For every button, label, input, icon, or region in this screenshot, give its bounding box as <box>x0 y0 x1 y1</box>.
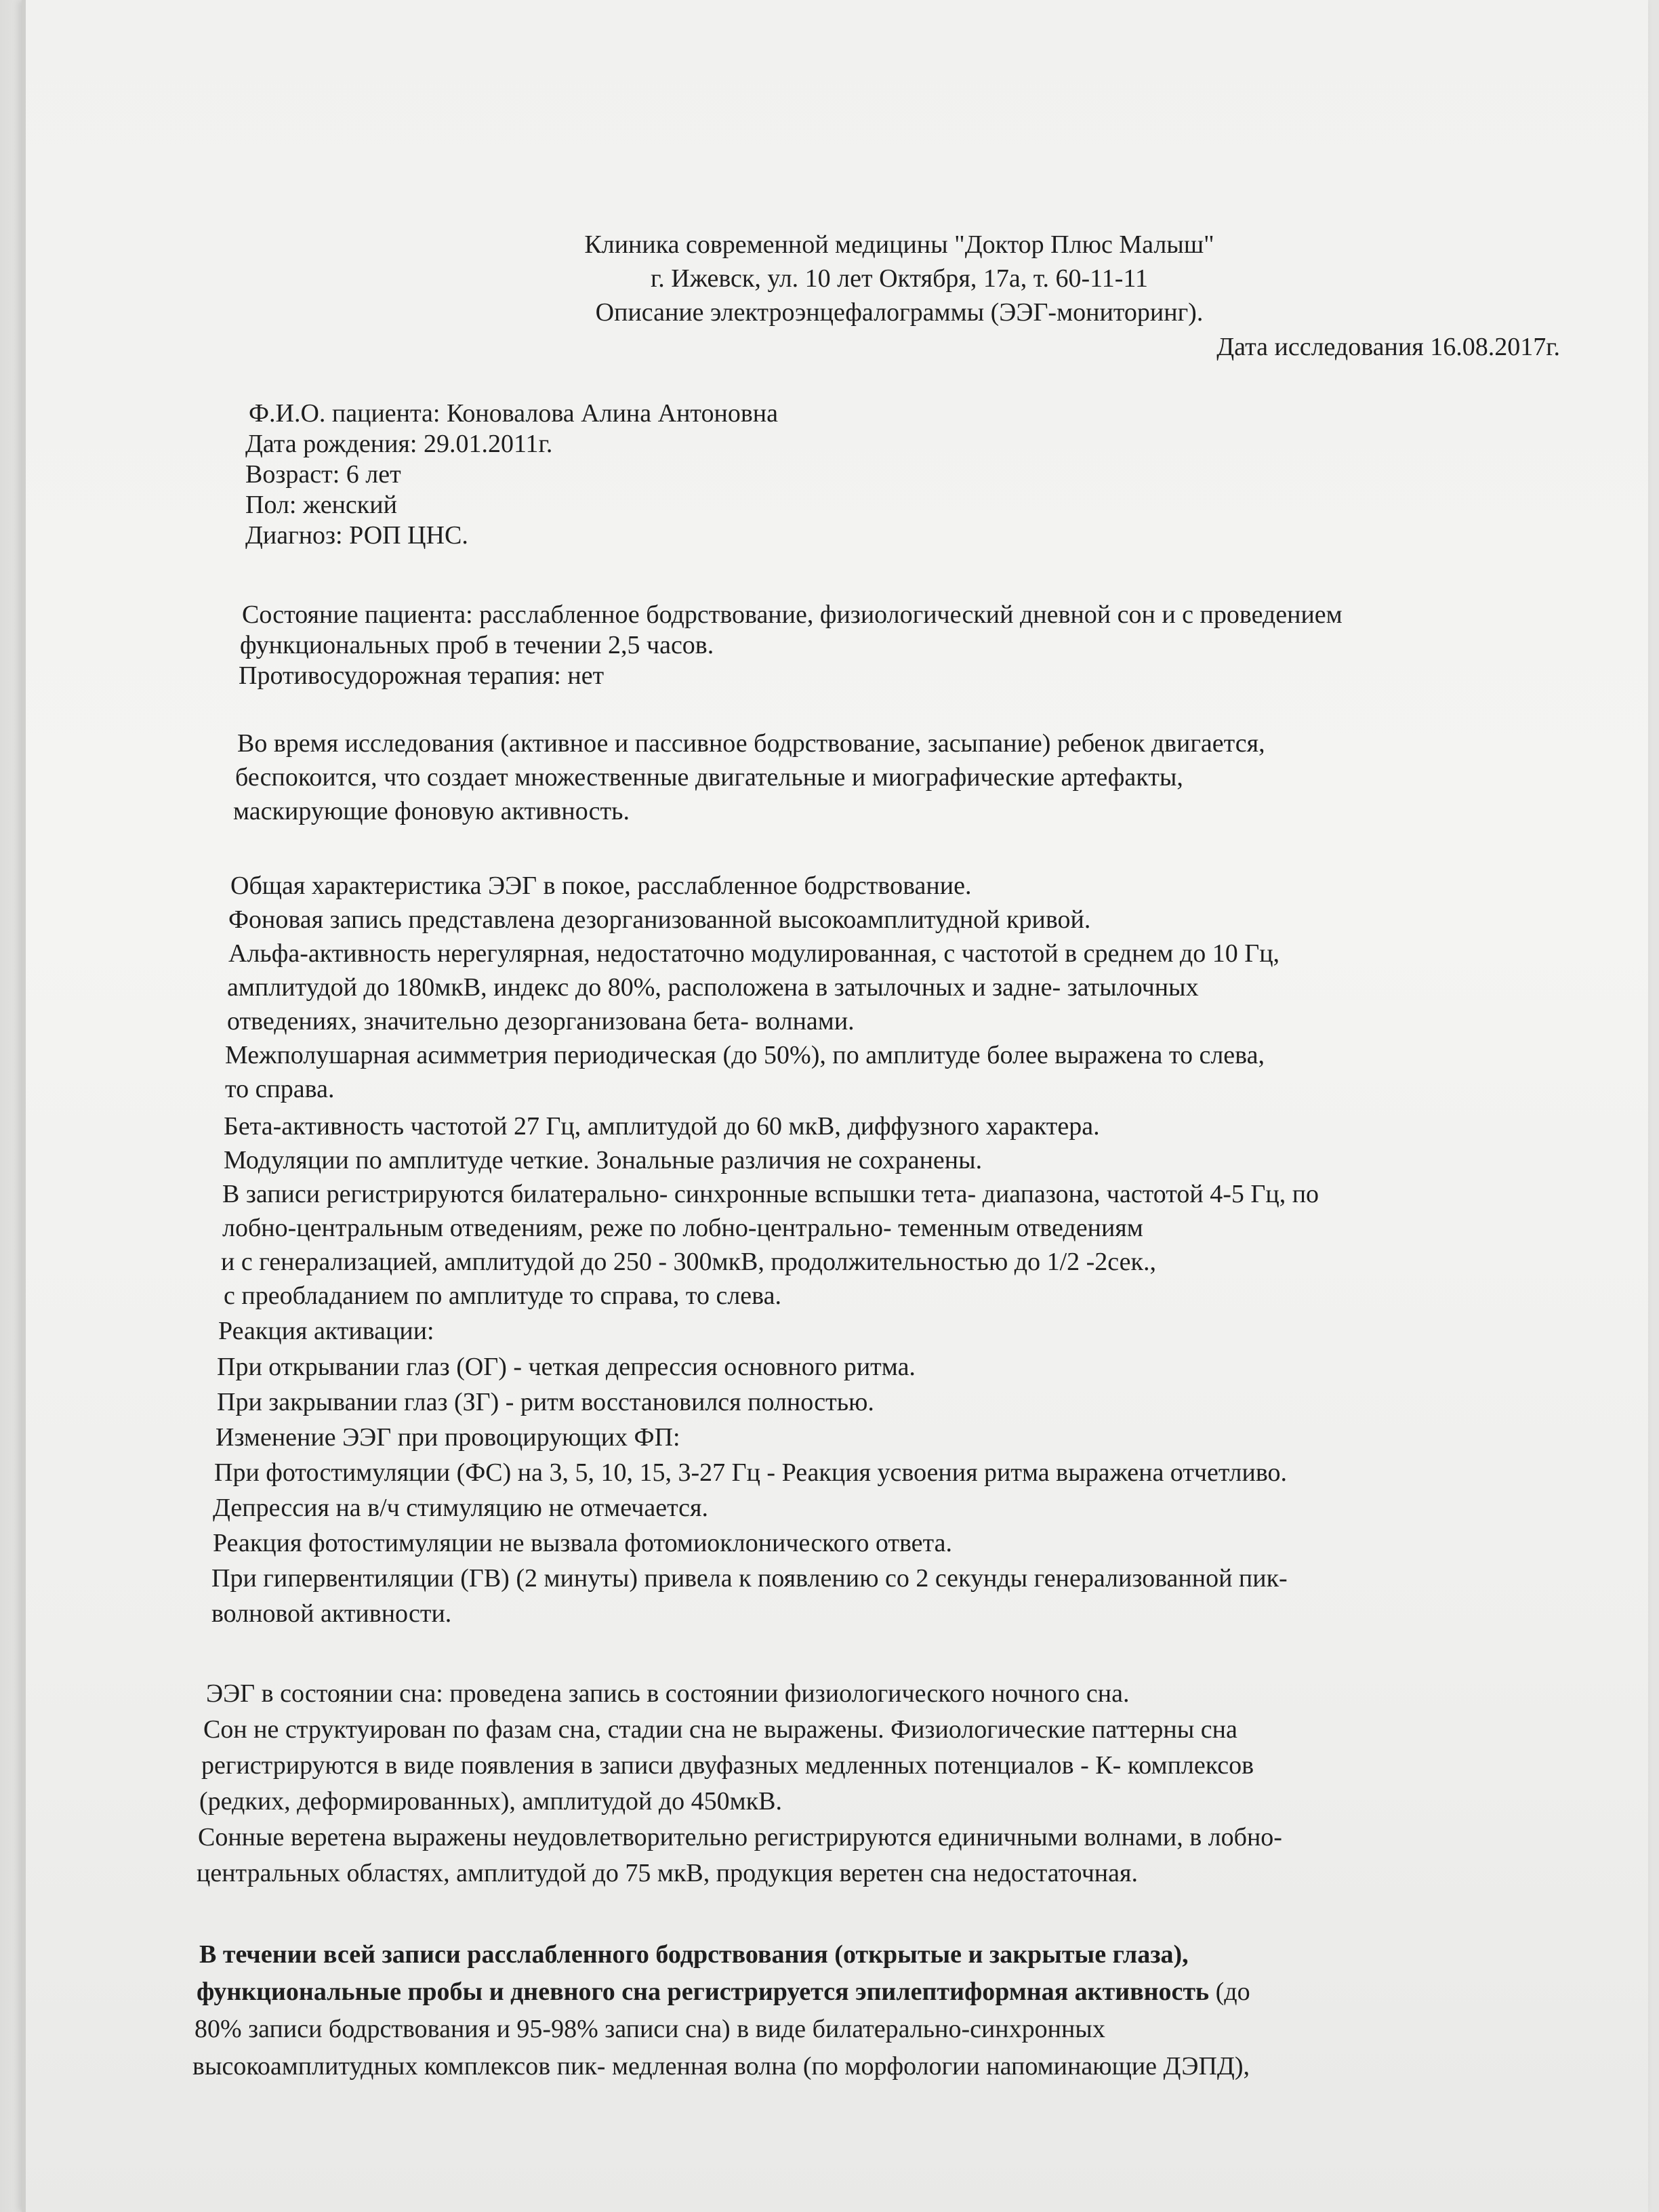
general-line-14: Реакция активации: <box>218 1317 434 1345</box>
general-line-21: При гипервентиляции (ГВ) (2 минуты) привела к появлению со 2 секунды генерализованной пик- <box>211 1564 1288 1593</box>
state-line-2: функциональных проб в течении 2,5 часов. <box>240 631 714 659</box>
general-line-11: лобно-центральным отведениям, реже по лобно-центрально- теменным отведениям <box>222 1214 1143 1242</box>
clinic-name: Клиника современной медицины "Доктор Плюс Малыш" <box>584 230 1214 259</box>
general-line-16: При закрывании глаз (ЗГ) - ритм восстановился полностью. <box>217 1388 874 1416</box>
sleep-line-4: (редких, деформированных), амплитудой до 450мкВ. <box>199 1787 783 1816</box>
general-line-2: Фоновая запись представлена дезорганизованной высокоамплитудной кривой. <box>228 905 1091 934</box>
general-line-20: Реакция фотостимуляции не вызвала фотомиоклонического ответа. <box>213 1529 952 1557</box>
artifacts-line-1: Во время исследования (активное и пассивное бодрствование, засыпание) ребенок двигается, <box>237 729 1265 758</box>
general-line-18: При фотостимуляции (ФС) на 3, 5, 10, 15, 3-27 Гц - Реакция усвоения ритма выражена отчетливо. <box>214 1458 1288 1487</box>
general-line-7: то справа. <box>225 1075 335 1103</box>
state-line-3: Противосудорожная терапия: нет <box>239 661 605 690</box>
document-title: Описание электроэнцефалограммы (ЭЭГ-мониторинг). <box>595 298 1204 327</box>
conclusion-line-2-rest: (до <box>1209 1978 1250 2006</box>
conclusion-line-4: высокоамплитудных комплексов пик- медленная волна (по морфологии напоминающие ДЭПД), <box>192 2052 1250 2081</box>
general-line-12: и с генерализацией, амплитудой до 250 - 300мкВ, продолжительностью до 1/2 -2сек., <box>221 1248 1156 1276</box>
general-line-13: с преобладанием по амплитуде то справа, то слева. <box>224 1282 781 1310</box>
general-line-8: Бета-активность частотой 27 Гц, амплитудой до 60 мкВ, диффузного характера. <box>224 1112 1100 1141</box>
conclusion-line-2-bold: функциональные пробы и дневного сна регистрируется эпилептиформная активность <box>197 1978 1210 2006</box>
general-line-17: Изменение ЭЭГ при провоцирующих ФП: <box>216 1423 680 1452</box>
general-line-5: отведениях, значительно дезорганизована бета- волнами. <box>227 1007 855 1036</box>
conclusion-line-2 <box>197 1977 1250 2007</box>
general-line-10: В записи регистрируются билатерально- синхронные вспышки тета- диапазона, частотой 4-5 Гц, по <box>222 1180 1319 1208</box>
general-line-1: Общая характеристика ЭЭГ в покое, расслабленное бодрствование. <box>230 872 972 900</box>
document-header <box>22 228 1648 329</box>
conclusion-line-3: 80% записи бодрствования и 95-98% записи сна) в виде билатерально-синхронных <box>194 2015 1105 2043</box>
general-line-15: При открывании глаз (ОГ) - четкая депрессия основного ритма. <box>217 1353 916 1381</box>
general-line-19: Депрессия на в/ч стимуляцию не отмечается. <box>213 1494 708 1522</box>
general-line-22: волновой активности. <box>211 1599 452 1628</box>
patient-dob: Дата рождения: 29.01.2011г. <box>245 430 553 458</box>
clinic-address: г. Ижевск, ул. 10 лет Октября, 17а, т. 60-11-11 <box>650 264 1149 293</box>
general-line-9: Модуляции по амплитуде четкие. Зональные различия не сохранены. <box>224 1146 983 1174</box>
patient-diagnosis: Диагноз: РОП ЦНС. <box>245 521 468 550</box>
sleep-line-2: Сон не структуирован по фазам сна, стадии сна не выражены. Физиологические паттерны сна <box>203 1715 1237 1744</box>
patient-age: Возраст: 6 лет <box>245 460 401 489</box>
general-line-4: амплитудой до 180мкВ, индекс до 80%, расположена в затылочных и задне- затылочных <box>227 973 1199 1002</box>
state-line-1: Состояние пациента: расслабленное бодрствование, физиологический дневной сон и с проведением <box>242 600 1343 629</box>
general-line-6: Межполушарная асимметрия периодическая (до 50%), по амплитуде более выражена то слева, <box>225 1041 1265 1069</box>
sleep-line-3: регистрируются в виде появления в записи двуфазных медленных потенциалов - К- комплексов <box>201 1751 1254 1780</box>
sleep-line-5: Сонные веретена выражены неудовлетворительно регистрируются единичными волнами, в лобно- <box>198 1823 1282 1851</box>
sleep-line-6: центральных областях, амплитудой до 75 мкВ, продукция веретен сна недостаточная. <box>197 1859 1138 1887</box>
patient-sex: Пол: женский <box>245 491 397 519</box>
document-body <box>22 0 1648 2212</box>
patient-name: Ф.И.О. пациента: Коновалова Алина Антоновна <box>249 399 778 428</box>
conclusion-line-1: В течении всей записи расслабленного бодрствования (открытые и закрытые глаза), <box>199 1940 1189 1969</box>
general-line-3: Альфа-активность нерегулярная, недостаточно модулированная, с частотой в среднем до 10 Гц, <box>228 939 1280 968</box>
study-date: Дата исследования 16.08.2017г. <box>1216 333 1560 361</box>
document-page <box>22 0 1648 2212</box>
artifacts-line-3: маскирующие фоновую активность. <box>233 797 630 825</box>
artifacts-line-2: беспокоится, что создает множественные двигательные и миографические артефакты, <box>235 763 1183 792</box>
sleep-line-1: ЭЭГ в состоянии сна: проведена запись в состоянии физиологического ночного сна. <box>206 1679 1130 1708</box>
